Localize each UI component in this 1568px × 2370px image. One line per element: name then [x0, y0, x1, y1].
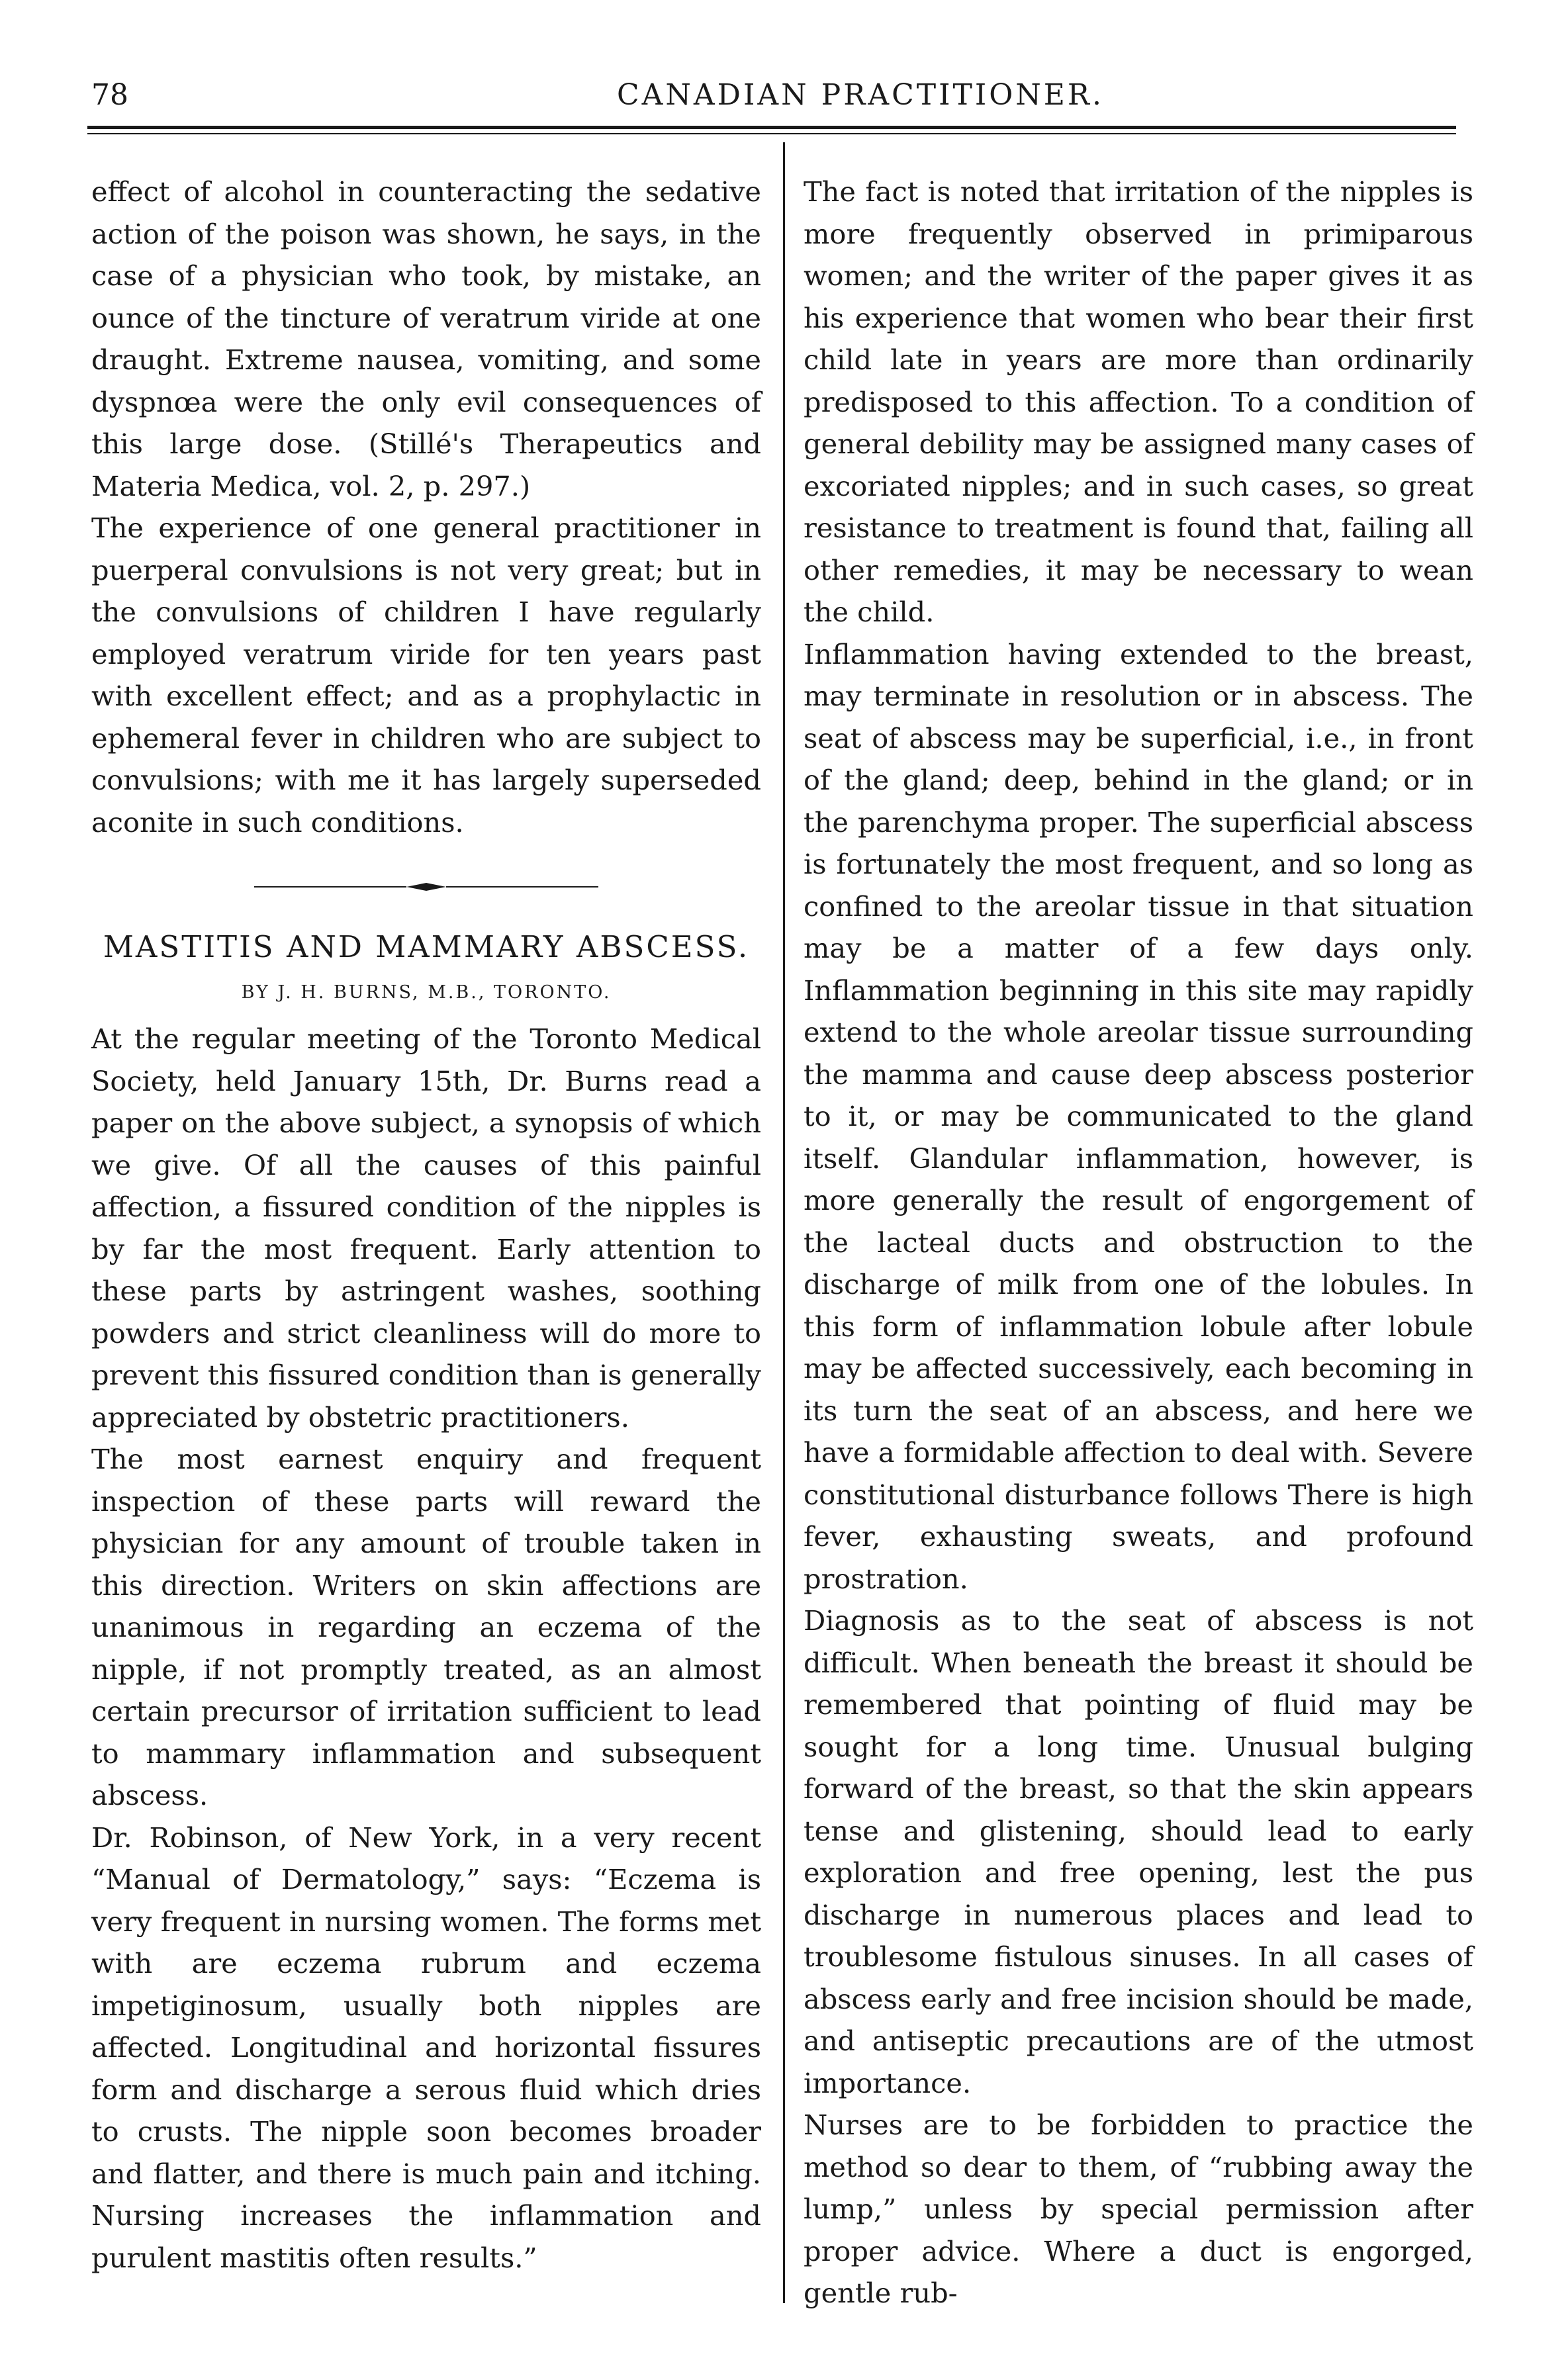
left-paragraph-2: The experience of one general practitioner in puerperal convulsions is not very great; but in the convulsions of children I have regularly employed veratrum viride for ten years past with excellent effect; and as a prophylactic in ephemeral fever in children who are subject to convulsions; with me it has largely superseded aconite in such conditions.: [91, 512, 761, 839]
right-paragraph-2: Inflammation having extended to the breast, may terminate in resolution or in abscess. The seat of abscess may be superficial, i.e., in front of the gland; deep, behind in the gland; or in the parenchyma proper. The superficial abscess is fortunately the most frequent, and so long as confined to the areolar tissue in that situation may be a matter of a few days only. Inflammation beginning in this site may rapidly extend to the whole areolar tissue surrounding the mamma and cause deep abscess posterior to it, or may be communicated to the gland itself. Glandular inflammation, however, is more generally the result of engorgement of the lacteal ducts and obstruction to the discharge of milk from one of the lobules. In this form of inflammation lobule after lobule may be affected successively, each becoming in its turn the seat of an abscess, and here we have a formidable affection to deal with. Severe constitutional disturbance follows There is high fever, exhausting sweats, and profound prostration.: [804, 637, 1473, 1595]
article-title: MASTITIS AND MAMMARY ABSCESS.: [103, 929, 750, 964]
column-divider: [783, 142, 785, 2303]
right-paragraph-1: The fact is noted that irritation of the nipples is more frequently observed in primiparous women; and the writer of the paper gives it as his experience that women who bear their first child late in years are more than ordinarily predisposed to this affection. To a condition of general debility may be assigned many cases of excoriated nipples; and in such cases, so great resistance to treatment is found that, failing all other remedies, it may be necessary to wean the child.: [804, 175, 1473, 628]
right-paragraph-4: Nurses are to be forbidden to practice the method so dear to them, of “rubbing away the lump,” unless by special permission after proper advice. Where a duct is engorged, gentle rub-: [804, 2109, 1473, 2309]
right-paragraph-3: Diagnosis as to the seat of abscess is not difficult. When beneath the breast it should be remembered that pointing of fluid may be sought for a long time. Unusual bulging forward of the breast, so that the skin appears tense and glistening, should lead to early exploration and free opening, lest the pus discharge in numerous places and lead to troublesome fistulous sinuses. In all cases of abscess early and free incision should be made, and antiseptic precautions are of the utmost importance.: [804, 1604, 1473, 2099]
section-ornament: [254, 880, 598, 893]
article-byline: BY J. H. BURNS, M.B., TORONTO.: [241, 982, 612, 1003]
header-rule-thick: [87, 126, 1456, 129]
left-paragraph-1: effect of alcohol in counteracting the sedative action of the poison was shown, he says, in the case of a physician who took, by mistake, an ounce of the tincture of veratrum viride at one draught. Extreme nausea, vomiting, and some dyspnœa were the only evil consequences of this large dose. (Stillé's Therapeutics and Materia Medica, vol. 2, p. 297.): [91, 175, 761, 502]
page-number: 78: [91, 78, 128, 112]
article-paragraph-1: At the regular meeting of the Toronto Medical Society, held January 15th, Dr. Burns read a paper on the above subject, a synopsis of which we give. Of all the causes of this painful affection, a fissured condition of the nipples is by far the most frequent. Early attention to these parts by astringent washes, soothing powders and strict cleanliness will do more to prevent this fissured condition than is generally appreciated by obstetric practitioners.: [91, 1023, 761, 1434]
article-paragraph-2: The most earnest enquiry and frequent inspection of these parts will reward the physician for any amount of trouble taken in this direction. Writers on skin affections are unanimous in regarding an eczema of the nipple, if not promptly treated, as an almost certain precursor of irritation sufficient to lead to mammary inflammation and subsequent abscess.: [91, 1443, 761, 1811]
running-head: CANADIAN PRACTITIONER.: [616, 78, 1105, 112]
header-rule-thin: [87, 133, 1456, 134]
right-column: [804, 171, 1473, 2314]
article-paragraph-3: Dr. Robinson, of New York, in a very recent “Manual of Dermatology,” says: “Eczema is very frequent in nursing women. The forms met with are eczema rubrum and eczema impetiginosum, usually both nipples are affected. Longitudinal and horizontal fissures form and discharge a serous fluid which dries to crusts. The nipple soon becomes broader and flatter, and there is much pain and itching. Nursing increases the inflammation and purulent mastitis often results.”: [91, 1821, 761, 2274]
left-column: [91, 171, 761, 2279]
